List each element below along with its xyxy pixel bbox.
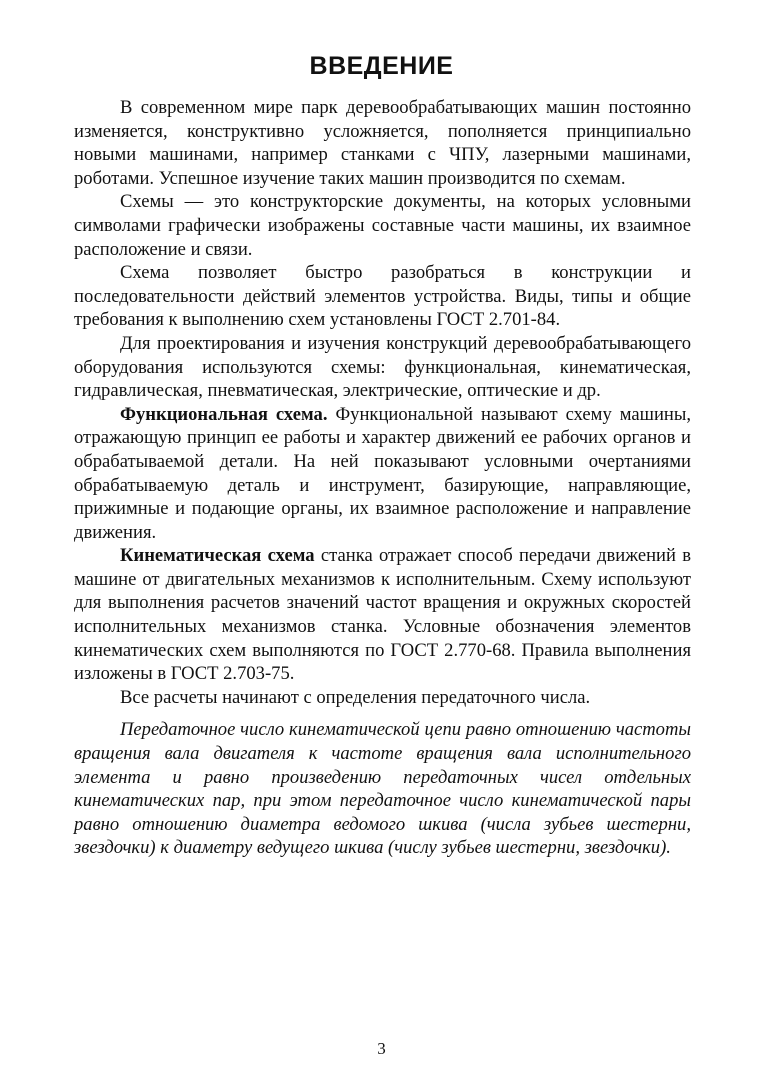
paragraph-text: Передаточное число кинематической цепи равно отношению частоты вращения вала двигателя к частоте вращения вала исполнительного элемента и равно произведению передаточных чисел отдельных кинематических пар, при этом передаточное число кинематической пары равно отношению диаметра ведомого шкива (числа зубьев шестерни, звездочки) к диаметру ведущего шкива (числу зубьев шестерни, звездочки). xyxy=(74,719,691,859)
paragraph-text: Схемы — это конструкторские документы, на которых условными символами графически изображены составные части машины, их взаимное расположение и связи. xyxy=(74,191,691,260)
paragraph-text: Схема позволяет быстро разобраться в конструкции и последовательности действий элементов устройства. Виды, типы и общие требования к выполнению схем установлены ГОСТ 2.701-84. xyxy=(74,262,691,331)
paragraph-gear-ratio-definition xyxy=(74,718,691,860)
paragraph-kinematic-scheme xyxy=(74,544,691,686)
paragraph-text: В современном мире парк деревообрабатывающих машин постоянно изменяется, конструктивно усложняется, пополняется принципиально новыми машинами, например станками с ЧПУ, лазерными машинами, роботами. Успешное изучение таких машин производится по схемам. xyxy=(74,97,691,189)
paragraph-text: станка отражает способ передачи движений в машине от двигательных механизмов к исполнительным. Схему используют для выполнения расчетов значений частот вращения и окружных скоростей исполнительных механизмов станка. Условные обозначения элементов кинематических схем выполняются по ГОСТ 2.770-68. Правила выполнения изложены в ГОСТ 2.703-75. xyxy=(74,545,691,685)
paragraph-text: Функциональной называют схему машины, отражающую принцип ее работы и характер движений ее рабочих органов и обрабатываемой детали. На ней показывают условными очертаниями обрабатываемую деталь и инструмент, базирующие, направляющие, прижимные и подающие органы, их взаимное расположение и направление движения. xyxy=(74,403,691,543)
paragraph-gost-standard xyxy=(74,261,691,332)
paragraph-text: Для проектирования и изучения конструкций деревообрабатывающего оборудования используются схемы: функциональная, кинематическая, гидравлическая, пневматическая, электрические, оптические и др. xyxy=(74,332,691,402)
paragraph-text: Все расчеты начинают с определения передаточного числа. xyxy=(120,686,591,708)
paragraph-scheme-types xyxy=(74,332,691,403)
page-number: 3 xyxy=(377,1039,386,1058)
paragraph-schemes-definition xyxy=(74,190,691,261)
term-functional-scheme: Функциональная схема. xyxy=(120,403,328,425)
term-kinematic-scheme: Кинематическая схема xyxy=(120,545,315,567)
paragraph-functional-scheme xyxy=(74,403,691,545)
paragraph-intro xyxy=(74,96,691,190)
document-body xyxy=(74,96,691,860)
page-title: ВВЕДЕНИЕ xyxy=(309,52,454,80)
paragraph-calculations xyxy=(74,686,691,710)
